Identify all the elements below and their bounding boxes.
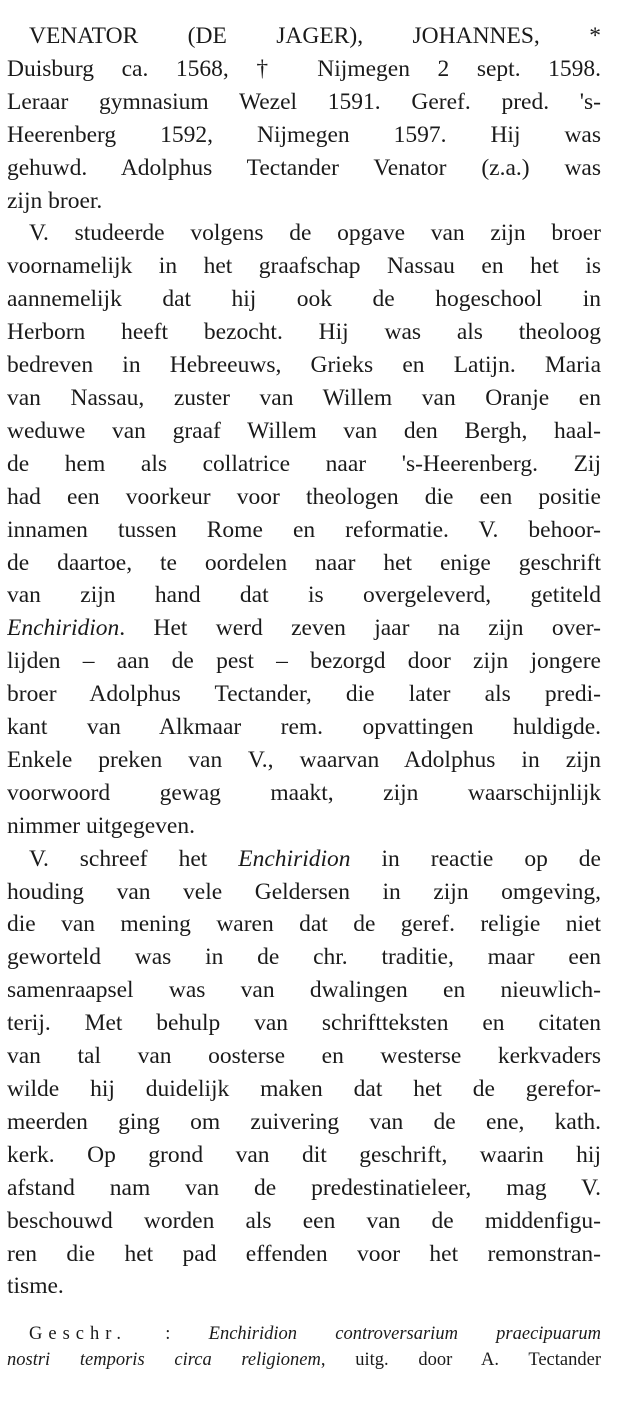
text-line: van tal van oosterse en westerse kerkvaders [7,1043,601,1070]
text-fragment: . Het werd zeven jaar na zijn over- [119,615,601,642]
text-line [7,612,601,645]
text-line: terij. Met behulp van schriftteksten en citaten [7,1010,601,1037]
text-line: aannemelijk dat hij ook de hogeschool in [7,286,601,313]
text-line: die van mening waren dat de geref. religie niet [7,911,601,938]
text-line: Herborn heeft bezocht. Hij was als theoloog [7,319,601,346]
text-line: Enkele preken van V., waarvan Adolphus in zijn [7,746,601,773]
text-line: nimmer uitgegeven. [7,812,195,839]
text-line: de hem als collatrice naar 's-Heerenberg. Zij [7,450,601,477]
text-line: voornamelijk in het graafschap Nassau en het is [7,253,601,280]
text-line: van zijn hand dat is overgeleverd, getiteld [7,582,601,609]
text-line: beschouwd worden als een van de middenfigu- [7,1207,601,1234]
text-line: kant van Alkmaar rem. opvattingen huldigde. [7,714,601,741]
text-line: ren die het pad effenden voor het remonstran- [7,1240,601,1267]
text-line: had een voorkeur voor theologen die een positie [7,483,601,510]
text-line: bedreven in Hebreeuws, Grieks en Latijn. Maria [7,352,601,379]
text-line: afstand nam van de predestinatieleer, mag V. [7,1174,601,1201]
references-section [7,1321,601,1373]
text-fragment: in reactie op de [350,845,601,872]
reference-line [7,1347,601,1373]
text-line [7,843,601,876]
entry-heading-paragraph [7,20,601,217]
text-line: meerden ging om zuivering van de ene, kath. [7,1108,601,1135]
text-line: geworteld was in de chr. traditie, maar een [7,944,601,971]
text-line: Leraar gymnasium Wezel 1591. Geref. pred. 's- [7,88,601,115]
text-line: innamen tussen Rome en reformatie. V. behoor- [7,516,601,543]
references-label: Geschr. [29,1324,127,1345]
body-paragraph-study [7,217,601,842]
text-line: gehuwd. Adolphus Tectander Venator (z.a.) was [7,154,601,181]
book-title: Enchiridion [238,845,351,872]
reference-title: nostri temporis circa religionem [7,1350,321,1371]
book-title: Enchiridion [7,615,120,642]
text-line: wilde hij duidelijk maken dat het de gerefor- [7,1076,601,1102]
body-paragraph-enchiridion [7,843,601,1304]
text-fragment: : [127,1324,209,1345]
text-line: Duisburg ca. 1568, † Nijmegen 2 sept. 1598. [7,55,601,82]
text-line: houding van vele Geldersen in zijn omgeving, [7,878,601,905]
text-line: voorwoord gewag maakt, zijn waarschijnlijk [7,779,601,806]
text-line: Heerenberg 1592, Nijmegen 1597. Hij was [7,121,601,148]
reference-line [29,1321,601,1347]
text-line: broer Adolphus Tectander, die later als predi- [7,681,601,708]
text-line: samenraapsel was van dwalingen en nieuwlich- [7,977,601,1004]
text-line: zijn broer. [7,187,103,214]
text-line: V. studeerde volgens de opgave van zijn broer [29,220,601,247]
text-fragment: , uitg. door A. Tectander [320,1350,601,1371]
text-line: de daartoe, te oordelen naar het enige geschrift [7,549,601,576]
text-line: tisme. [7,1273,64,1300]
text-line: lijden – aan de pest – bezorgd door zijn jongere [7,648,601,675]
reference-title: Enchiridion controversarium praecipuarum [208,1324,601,1345]
text-fragment: V. schreef het [29,845,239,872]
text-line: kerk. Op grond van dit geschrift, waarin hij [7,1141,601,1168]
text-line: VENATOR (DE JAGER), JOHANNES, * [29,23,601,49]
text-line: weduwe van graaf Willem van den Bergh, haal- [7,417,601,444]
text-line: van Nassau, zuster van Willem van Oranje en [7,384,601,411]
biography-entry [7,20,601,1303]
